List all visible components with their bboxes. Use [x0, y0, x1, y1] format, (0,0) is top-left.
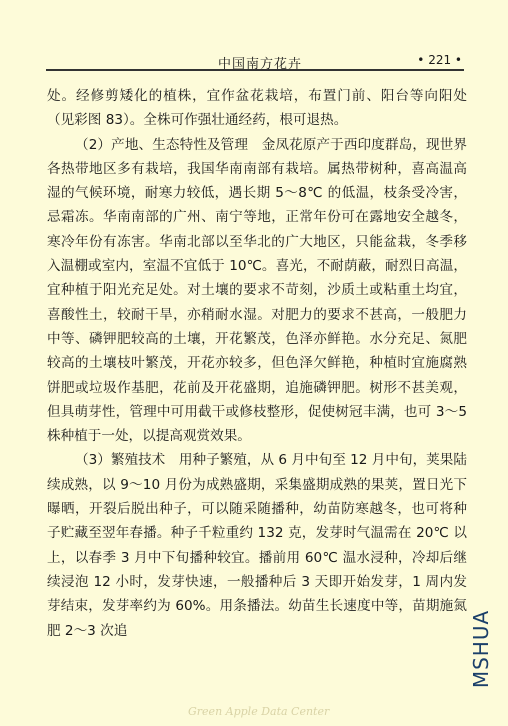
body-text: [47, 84, 467, 643]
page-number: • 221 •: [417, 53, 462, 67]
side-logo: [468, 605, 508, 695]
watermark: Green Apple Data Center: [188, 705, 330, 718]
header-rule: [46, 69, 464, 71]
paragraph-distribution-management: （2）产地、生态特性及管理 金凤花原产于西印度群岛，现世界各热带地区多有栽培，我国华南南部有栽培。属热带树种，喜高温高湿的气候环境，耐寒力较低，遇长期 5～8℃ 的低温，枝条受冷害，忌霜冻。华南南部的广州、南宁等地，正常年份可在露地安全越冬，寒冷年份有冻害。华南北部以至华北的广大地区，只能盆栽，冬季移入温棚或室内，室温不宜低于 10℃。喜光，不耐荫蔽，耐烈日高温，宜种植于阳光充足处。对土壤的要求不苛刻，沙质土或粘重土均宜，喜酸性土，较耐干旱，亦稍耐水湿。对肥力的要求不甚高，一般肥力中等、磷钾肥较高的土壤，开花繁茂，色泽亦鲜艳。水分充足、氮肥较高的土壤枝叶繁茂，开花亦较多，但色泽欠鲜艳，种植时宜施腐熟饼肥或垃圾作基肥，花前及开花盛期，追施磷钾肥。树形不甚美观，但具萌芽性，管理中可用截干或修枝整形，促使树冠丰满，也可 3～5 株种植于一处，以提高观赏效果。: [47, 136, 467, 445]
paragraph-continuation: 处。经修剪矮化的植株，宜作盆花栽培，布置门前、阳台等向阳处（见彩图 83）。全株可作强壮通经药，根可退热。: [47, 88, 467, 129]
side-logo-text: MSHUA: [469, 609, 494, 689]
running-header: [46, 52, 464, 70]
paragraph-propagation: （3）繁殖技术 用种子繁殖，从 6 月中旬至 12 月中旬，荚果陆续成熟，以 9～10 月份为成熟盛期，采集盛期成熟的果荚，置日光下曝晒，开裂后脱出种子，可以随采随播种，幼苗防寒越冬，也可将种子贮藏至翌年春播。种子千粒重约 132 克，发芽时气温需在 20℃ 以上，以春季 3 月中下旬播种较宜。播前用 60℃ 温水浸种，冷却后继续浸泡 12 小时，发芽快速，一般播种后 3 天即开始发芽，1 周内发芽结束，发芽率约为 60%。用条播法。幼苗生长速度中等，苗期施氮肥 2～3 次追: [47, 452, 467, 639]
book-title: 中国南方花卉: [218, 57, 303, 72]
